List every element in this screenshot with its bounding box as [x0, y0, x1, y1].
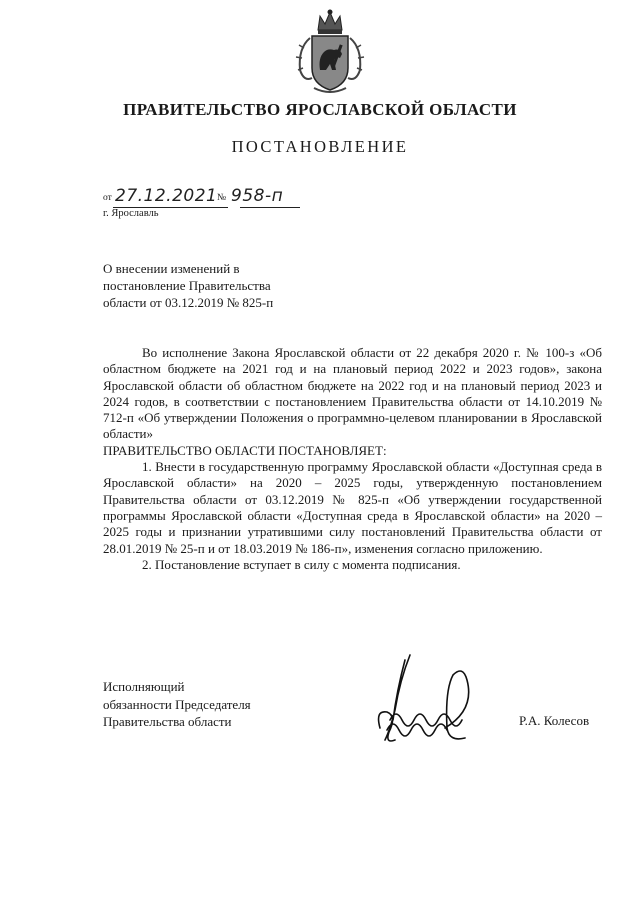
document-type: ПОСТАНОВЛЕНИЕ: [231, 137, 409, 156]
subject-line: области от 03.12.2019 № 825-п: [103, 295, 274, 310]
coat-of-arms-icon: [290, 8, 370, 98]
government-title: ПРАВИТЕЛЬСТВО ЯРОСЛАВСКОЙ ОБЛАСТИ: [123, 100, 517, 119]
item-1-paragraph: 1. Внести в государственную программу Ярославской области «Доступная среда в Ярославской области» на 2020 – 2025 годы, утвержденную постановлением Правительства области от 03.12.2019 № 825-п «Об утверждении государственной программы Ярославской области «Доступная среда в Ярославской области» на 2020 – 2025 годы и признании утратившими силу постановлений Правительства области от 28.01.2019 № 25-п и от 18.03.2019 № 186-п», изменения согласно приложению.: [103, 459, 602, 556]
subject-block: [103, 260, 383, 311]
signer-title-line: Исполняющий: [103, 679, 185, 694]
signer-name: Р.А. Колесов: [519, 713, 590, 728]
document-body: [103, 345, 602, 573]
preamble-paragraph: Во исполнение Закона Ярославской области от 22 декабря 2020 г. № 100-з «Об областном бюджете на 2021 год и на плановый период 2022 и 2023 годов», закона Ярославской области об областном бюджете на 2022 год и на плановый период 2023 и 2024 годов, в соответствии с постановлением Правительства области от 14.10.2019 № 712-п «Об утверждении Положения о программно-целевом планировании в Ярославской области»: [103, 345, 602, 442]
signer-title: [103, 678, 323, 731]
handwritten-signature: [345, 650, 495, 755]
subject-line: постановление Правительства: [103, 278, 271, 293]
signer-title-line: обязанности Председателя: [103, 696, 251, 712]
document-date: 27.12.2021: [115, 186, 218, 206]
date-prefix: от: [103, 193, 112, 203]
signer-title-line: Правительства области: [103, 714, 232, 729]
date-number-line: [103, 186, 323, 206]
resolves-heading: ПРАВИТЕЛЬСТВО ОБЛАСТИ ПОСТАНОВЛЯЕТ:: [103, 442, 387, 458]
subject-line: О внесении изменений в: [103, 261, 240, 276]
document-number: 958-п: [231, 186, 284, 206]
city: г. Ярославль: [103, 208, 159, 219]
item-2-paragraph: 2. Постановление вступает в силу с момента подписания.: [142, 556, 461, 572]
number-sign: №: [217, 193, 227, 203]
number-underline: [240, 207, 300, 208]
